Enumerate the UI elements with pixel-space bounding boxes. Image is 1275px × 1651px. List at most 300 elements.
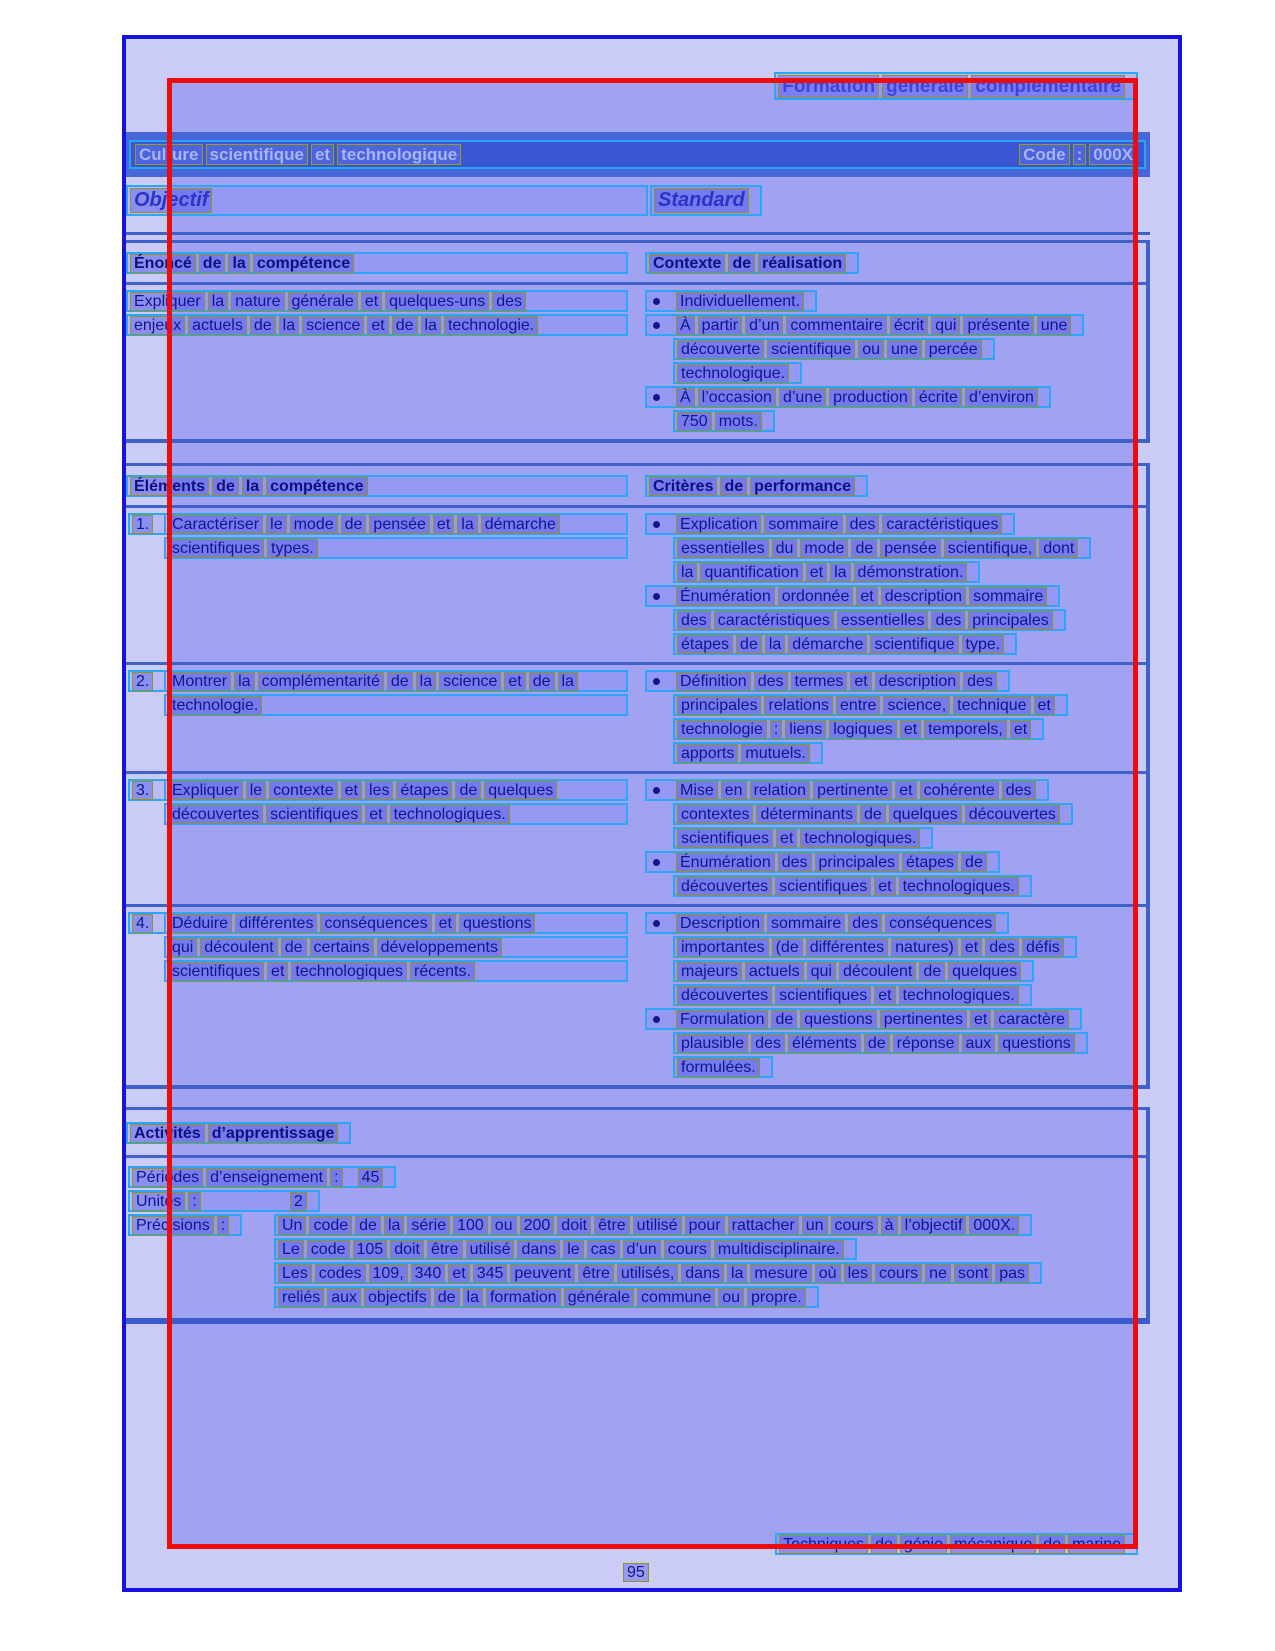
word-box: quelques (889, 805, 962, 824)
word-box: percée (925, 340, 982, 359)
word-box: être (578, 1264, 614, 1283)
word-box: déterminants (756, 805, 857, 824)
word-box: actuels (745, 962, 804, 981)
word-box: Énumération (676, 853, 775, 872)
word-box: ou (718, 1288, 744, 1307)
word-box: et (435, 914, 456, 933)
precisions-block (128, 1214, 1146, 1308)
text-line (673, 718, 1044, 740)
word-box: pertinente (813, 781, 892, 800)
word-box: le (246, 781, 266, 800)
word-box: sommaire (764, 515, 842, 534)
word-box: mutuels. (741, 744, 809, 763)
word-box: caractéristiques (882, 515, 1002, 534)
text-line (673, 1032, 1088, 1054)
item-number (128, 912, 166, 934)
word-box: questions (998, 1034, 1075, 1053)
text-line (673, 827, 933, 849)
word-box: démonstration. (854, 563, 968, 582)
word-box: et (1010, 720, 1031, 739)
page-number (623, 1563, 652, 1582)
word-box: commentaire (786, 316, 886, 335)
word-box: le (266, 515, 286, 534)
word-box: conséquences (320, 914, 431, 933)
word-box: nature (231, 292, 284, 311)
word-box: relations (764, 696, 832, 715)
bullet-line (645, 513, 1015, 535)
bullet-line (645, 670, 1010, 692)
item-number (128, 779, 166, 801)
word-box: d’un (623, 1240, 661, 1259)
word-box: et (367, 316, 388, 335)
word-box: des (931, 611, 965, 630)
word-box: de (771, 1010, 797, 1029)
word-box: la (234, 672, 254, 691)
program-bar (126, 132, 1150, 177)
word-box: mots. (715, 412, 762, 431)
word-box: 2 (290, 1192, 307, 1211)
word-box: : (330, 1168, 342, 1187)
word-box: pensée (369, 515, 430, 534)
word-box: Objectif (130, 188, 212, 213)
word-box: découlent (839, 962, 916, 981)
competency-row-2 (126, 662, 1146, 771)
word-box: et (874, 877, 895, 896)
text-line (164, 694, 628, 716)
word-box: mesure (750, 1264, 811, 1283)
word-box: plausible (677, 1034, 748, 1053)
bullet-line (645, 585, 1060, 607)
word-box: des (1002, 781, 1036, 800)
word-box: contexte (269, 781, 337, 800)
word-box: Énoncé (130, 254, 196, 273)
word-box: technologiques (291, 962, 407, 981)
text-line (164, 513, 628, 535)
elements-table (126, 463, 1150, 1089)
word-box: démarche (481, 515, 560, 534)
word-box: technologie. (444, 316, 538, 335)
word-box: de (529, 672, 555, 691)
bullet-line (645, 912, 1009, 934)
word-box: compétence (266, 477, 367, 496)
word-box: actuels (188, 316, 247, 335)
word-box: une (887, 340, 922, 359)
word-box: Code (1019, 144, 1070, 165)
word-box: de (851, 539, 877, 558)
word-box: certains (310, 938, 374, 957)
word-box: de (281, 938, 307, 957)
word-box: la (727, 1264, 747, 1283)
word-box: type. (962, 635, 1005, 654)
text-line (673, 875, 1032, 897)
word-box: de (864, 1034, 890, 1053)
word-box: qui (168, 938, 197, 957)
word-box: performance (750, 477, 855, 496)
word-box: partir (698, 316, 742, 335)
word-box: découlent (200, 938, 277, 957)
word-box: Contexte (649, 254, 725, 273)
word-box: développements (377, 938, 502, 957)
word-box: mode (290, 515, 338, 534)
word-box: de (720, 477, 747, 496)
word-box: 3. (132, 781, 153, 800)
word-box: et (1034, 696, 1055, 715)
word-box: de (1039, 1535, 1065, 1554)
word-box: conséquences (885, 914, 996, 933)
word-box: 45 (358, 1168, 384, 1187)
word-box: Mise (676, 781, 718, 800)
word-box: la (421, 316, 441, 335)
text-line (164, 936, 628, 958)
word-box: liens (785, 720, 826, 739)
word-box: différentes (235, 914, 317, 933)
word-box: technique (953, 696, 1030, 715)
word-box: quelques (948, 962, 1021, 981)
activites-table (126, 1107, 1150, 1324)
text-line (164, 670, 628, 692)
word-box: utilisé (633, 1216, 682, 1235)
word-box: de (728, 254, 755, 273)
word-box: scientifique, (944, 539, 1037, 558)
word-box: de (392, 316, 418, 335)
word-box: peuvent (510, 1264, 575, 1283)
word-box: 1. (132, 515, 153, 534)
word-box: la (279, 316, 299, 335)
word-box: À (676, 388, 695, 407)
enonce-header (126, 252, 628, 274)
word-box: marine (1068, 1535, 1125, 1554)
word-box: apports (677, 744, 738, 763)
word-box: série (407, 1216, 450, 1235)
word-box: et (900, 720, 921, 739)
word-box: 109, (369, 1264, 408, 1283)
word-box: une (1037, 316, 1072, 335)
word-box: et (361, 292, 382, 311)
word-box: ou (491, 1216, 517, 1235)
standard-label (650, 185, 762, 216)
word-box: la (830, 563, 850, 582)
word-box: technologiques. (899, 986, 1019, 1005)
word-box: dans (681, 1264, 724, 1283)
word-box: Énumération (676, 587, 775, 606)
text-line (164, 960, 628, 982)
word-box: Unités (132, 1192, 185, 1211)
word-box: pour (685, 1216, 725, 1235)
word-box: mode (800, 539, 848, 558)
word-box: et (856, 587, 877, 606)
word-box: écrite (915, 388, 962, 407)
word-box: découvertes (677, 877, 772, 896)
contexte-header (645, 252, 859, 274)
word-box: scientifiques (266, 805, 362, 824)
word-box: 2. (132, 672, 153, 691)
word-box: science (302, 316, 364, 335)
word-box: des (846, 515, 880, 534)
word-box: sont (954, 1264, 992, 1283)
word-box: scientifiques (775, 877, 871, 896)
text-line (673, 694, 1068, 716)
word-box: aux (962, 1034, 996, 1053)
word-box: contextes (677, 805, 753, 824)
word-box: étapes (677, 635, 733, 654)
word-box: doit (557, 1216, 591, 1235)
enonce-table (126, 240, 1150, 443)
word-box: la (677, 563, 697, 582)
word-box: et (504, 672, 525, 691)
word-box: cours (875, 1264, 922, 1283)
word-box: temporels, (924, 720, 1007, 739)
word-box: code (309, 1216, 352, 1235)
text-line (673, 362, 802, 384)
word-box: qui (931, 316, 960, 335)
word-box: la (463, 1288, 483, 1307)
word-box: un (802, 1216, 828, 1235)
word-box: science (439, 672, 501, 691)
word-box: cas (587, 1240, 620, 1259)
word-box: sommaire (767, 914, 845, 933)
word-box: cours (831, 1216, 878, 1235)
word-box: Critères (649, 477, 717, 496)
word-box: pas (995, 1264, 1029, 1283)
word-box: découvertes (677, 986, 772, 1005)
word-box: Expliquer (168, 781, 243, 800)
word-box: et (365, 805, 386, 824)
word-box: utilisés, (617, 1264, 678, 1283)
competency-row-1 (126, 508, 1146, 662)
word-box: technologie (677, 720, 767, 739)
text-line (126, 314, 628, 336)
word-box: 000X (1089, 144, 1137, 165)
text-line (673, 960, 1034, 982)
word-box: générale (564, 1288, 634, 1307)
word-box: la (765, 635, 785, 654)
word-box: scientifiques (775, 986, 871, 1005)
word-box: Le (278, 1240, 304, 1259)
word-box: complémentarité (258, 672, 384, 691)
document-page (122, 35, 1182, 1592)
word-box: dans (517, 1240, 560, 1259)
word-box: cohérente (920, 781, 999, 800)
word-box: 105 (353, 1240, 388, 1259)
word-box: et (850, 672, 871, 691)
word-box: ne (925, 1264, 951, 1283)
word-box: sommaire (969, 587, 1047, 606)
word-box: réalisation (758, 254, 846, 273)
bullet-line (645, 1008, 1082, 1030)
text-line (673, 561, 980, 583)
word-box: de (961, 853, 987, 872)
text-line (164, 803, 628, 825)
criteres-header (645, 475, 868, 497)
word-box: écrit (890, 316, 928, 335)
word-box: 750 (677, 412, 712, 431)
word-box: Techniques (779, 1535, 868, 1554)
word-box: caractéristiques (714, 611, 834, 630)
activites-header (126, 1122, 351, 1144)
word-box: technologique. (677, 364, 789, 383)
word-box: codes (315, 1264, 366, 1283)
word-box: : (1073, 144, 1087, 165)
word-box: Expliquer (130, 292, 205, 311)
word-box: générale (882, 75, 968, 98)
word-box: technologiques. (899, 877, 1019, 896)
bullet-line (645, 851, 1000, 873)
objectif-label (126, 185, 648, 216)
word-box: d’un (745, 316, 783, 335)
text-line (274, 1214, 1032, 1236)
word-box: (de (772, 938, 803, 957)
word-box: des (963, 672, 997, 691)
word-box: découvertes (168, 805, 263, 824)
word-box: de (860, 805, 886, 824)
word-box: et (433, 515, 454, 534)
word-box: démarche (788, 635, 867, 654)
word-box: scientifiques (168, 539, 264, 558)
word-box: formation (486, 1288, 561, 1307)
word-box: Formulation (676, 1010, 768, 1029)
word-box: d’une (779, 388, 826, 407)
word-box: différentes (806, 938, 888, 957)
word-box: : (770, 720, 782, 739)
word-box: Explication (676, 515, 761, 534)
word-box: de (919, 962, 945, 981)
word-box: Individuellement. (676, 292, 804, 311)
bullet-line (645, 314, 1084, 336)
word-box: du (772, 539, 798, 558)
word-box: de (736, 635, 762, 654)
word-box: la (208, 292, 228, 311)
word-box: découverte (677, 340, 764, 359)
text-line (673, 609, 1066, 631)
text-line (673, 338, 995, 360)
bullet-line (645, 386, 1051, 408)
word-box: le (563, 1240, 583, 1259)
program-bar-line-box (129, 140, 1146, 169)
word-box: scientifiques (677, 829, 773, 848)
word-box: de (455, 781, 481, 800)
word-box: Activités (130, 1124, 205, 1143)
word-box: éléments (788, 1034, 861, 1053)
document-title (774, 72, 1138, 100)
word-box: objectifs (364, 1288, 431, 1307)
word-box: des (492, 292, 526, 311)
word-box: types. (267, 539, 318, 558)
word-box: des (754, 672, 788, 691)
word-box: essentielles (677, 539, 769, 558)
text-line (673, 742, 823, 764)
word-box: de (434, 1288, 460, 1307)
word-box: termes (791, 672, 848, 691)
word-box: Périodes (132, 1168, 203, 1187)
word-box: de (250, 316, 276, 335)
word-box: la (384, 1216, 404, 1235)
word-box: description (881, 587, 966, 606)
word-box: technologique (337, 144, 461, 165)
word-box: des (985, 938, 1019, 957)
word-box: scientifiques (168, 962, 264, 981)
word-box: principales (815, 853, 899, 872)
word-box: de (871, 1535, 897, 1554)
word-box: être (427, 1240, 463, 1259)
word-box: principales (968, 611, 1052, 630)
word-box: générale (288, 292, 358, 311)
word-box: génie (900, 1535, 947, 1554)
word-box: utilisé (466, 1240, 515, 1259)
text-line (673, 984, 1032, 1006)
word-box: et (895, 781, 916, 800)
word-box: natures) (891, 938, 958, 957)
word-box: récents. (410, 962, 475, 981)
word-box: enjeux (130, 316, 185, 335)
word-box: doit (390, 1240, 424, 1259)
word-box: Éléments (130, 477, 209, 496)
word-box: Définition (676, 672, 751, 691)
word-box: 4. (132, 914, 153, 933)
word-box: et (341, 781, 362, 800)
word-box: relation (750, 781, 810, 800)
word-box: ou (858, 340, 884, 359)
word-box: des (751, 1034, 785, 1053)
word-box: et (448, 1264, 469, 1283)
word-box: de (341, 515, 367, 534)
word-box: questions (800, 1010, 877, 1029)
word-box: 200 (520, 1216, 555, 1235)
word-box: code (307, 1240, 350, 1259)
word-box: de (387, 672, 413, 691)
word-box: la (558, 672, 578, 691)
word-box: importantes (677, 938, 769, 957)
word-box: dont (1039, 539, 1078, 558)
word-box: Culture (135, 144, 203, 165)
word-box: découvertes (965, 805, 1060, 824)
word-box: Les (278, 1264, 312, 1283)
word-box: présente (963, 316, 1033, 335)
text-line (673, 936, 1077, 958)
word-box: et (961, 938, 982, 957)
text-line (274, 1286, 819, 1308)
word-box: et (776, 829, 797, 848)
word-box: caractère (994, 1010, 1069, 1029)
word-box: questions (459, 914, 536, 933)
word-box: Précisions (132, 1216, 214, 1235)
word-box: réponse (893, 1034, 959, 1053)
word-box: des (848, 914, 882, 933)
word-box: 95 (623, 1563, 649, 1582)
periodes-label (132, 1168, 346, 1187)
word-box: d’apprentissage (208, 1124, 339, 1143)
word-box: technologiques. (390, 805, 510, 824)
word-box: 100 (453, 1216, 488, 1235)
text-line (164, 912, 628, 934)
word-box: Description (676, 914, 764, 933)
word-box: de (355, 1216, 381, 1235)
word-box: commune (637, 1288, 715, 1307)
word-box: étapes (902, 853, 958, 872)
footer-program-name (775, 1533, 1138, 1555)
word-box: qui (807, 962, 836, 981)
word-box: À (676, 316, 695, 335)
word-box: la (457, 515, 477, 534)
word-box: 340 (411, 1264, 446, 1283)
word-box: Caractériser (168, 515, 263, 534)
word-box: mécanique (950, 1535, 1036, 1554)
word-box: étapes (396, 781, 452, 800)
word-box: et (874, 986, 895, 1005)
word-box: scientifique (767, 340, 855, 359)
word-box: scientifique (206, 144, 308, 165)
elements-header (126, 475, 628, 497)
bullet-line (645, 779, 1049, 801)
